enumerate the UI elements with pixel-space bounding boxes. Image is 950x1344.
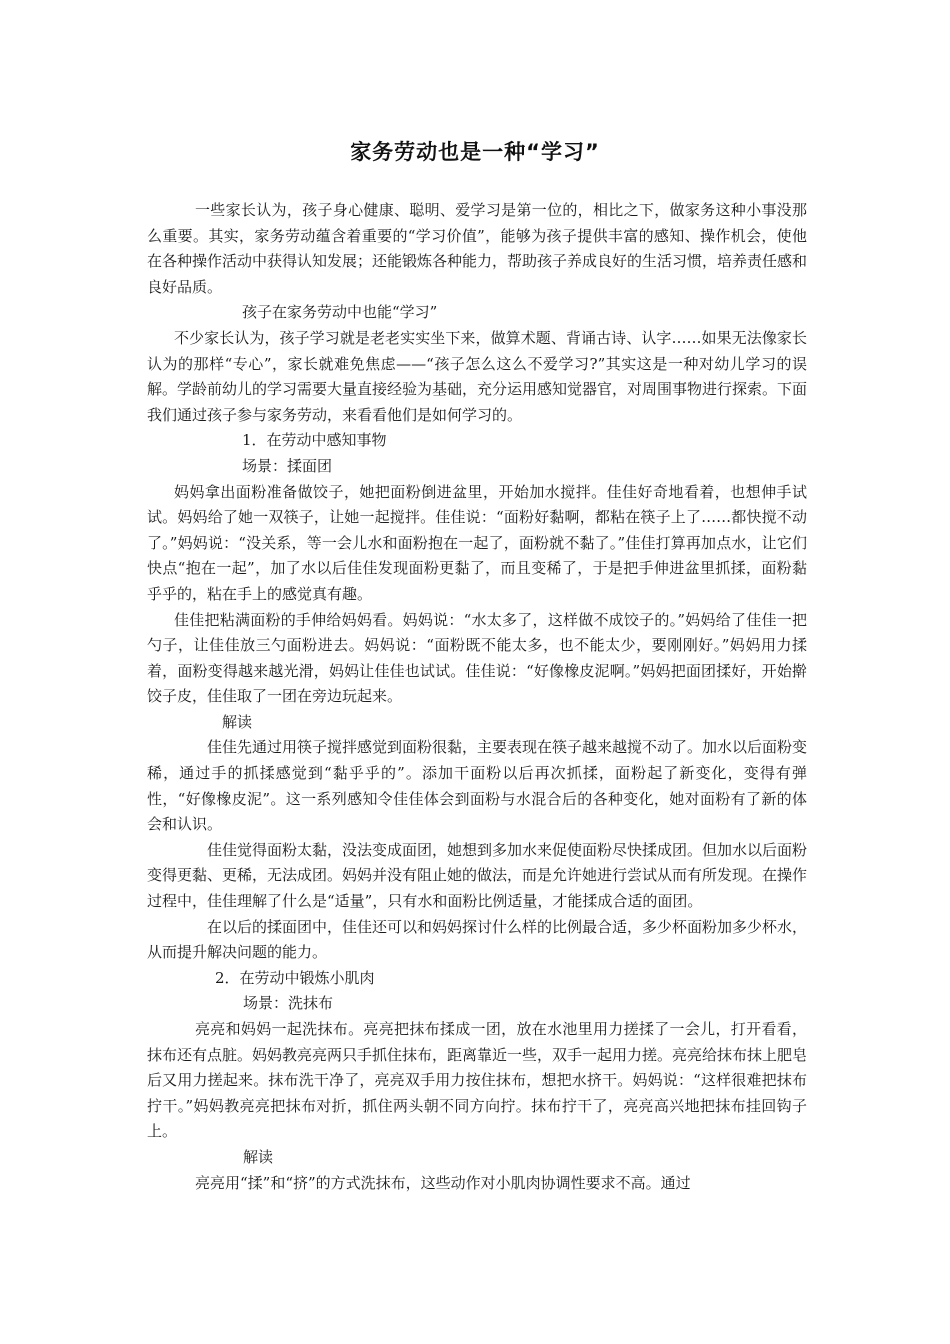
subtitle: 孩子在家务劳动中也能“学习”: [242, 303, 438, 322]
paragraph-reading-1b: 佳佳觉得面粉太黏，没法变成面团，她想到多加水来促使面粉尽快揉成团。但加水以后面粉变得更黏、更稀，无法成团。妈妈并没有阻止她的做法，而是允许她进行尝试从而有所发现。在操作过程中，佳佳理解了什么是“适量”，只有水和面粉比例适量，才能揉成合适的面团。: [147, 840, 808, 911]
scene-heading-2: 场景：洗抹布: [243, 994, 334, 1013]
section-heading-1: 1．在劳动中感知事物: [242, 431, 387, 450]
paragraph-learning: 不少家长认为，孩子学习就是老老实实坐下来，做算术题、背诵古诗、认字……如果无法像家长认为的那样“专心”，家长就难免焦虑——“孩子怎么这么不爱学习?”其实这是一种对幼儿学习的误解。学龄前幼儿的学习需要大量直接经验为基础，充分运用感知觉器官，对周围事物进行探索。下面我们通过孩子参与家务劳动，来看看他们是如何学习的。: [147, 328, 808, 424]
paragraph-reading-1c: 在以后的揉面团中，佳佳还可以和妈妈探讨什么样的比例最合适，多少杯面粉加多少杯水，从而提升解决问题的能力。: [147, 917, 808, 962]
paragraph-scene-2: 亮亮和妈妈一起洗抹布。亮亮把抹布揉成一团，放在水池里用力搓揉了一会儿，打开看看，抹布还有点脏。妈妈教亮亮两只手抓住抹布，距离靠近一些，双手一起用力搓。亮亮给抹布抹上肥皂后又用力搓起来。抹布洗干净了，亮亮双手用力按住抹布，想把水挤干。妈妈说：“这样很难把抹布拧干。”妈妈教亮亮把抹布对折，抓住两头朝不同方向拧。抹布拧干了，亮亮高兴地把抹布挂回钩子上。: [147, 1020, 808, 1141]
paragraph-reading-2: 亮亮用“揉”和“挤”的方式洗抹布，这些动作对小肌肉协调性要求不高。通过: [195, 1173, 691, 1192]
document-title: 家务劳动也是一种“学习”: [350, 140, 600, 164]
document-body: [147, 198, 807, 1196]
paragraph-scene-1a: 妈妈拿出面粉准备做饺子，她把面粉倒进盆里，开始加水搅拌。佳佳好奇地看着，也想伸手试试。妈妈给了她一双筷子，让她一起搅拌。佳佳说：“面粉好黏啊，都粘在筷子上了……都快搅不动了。”妈妈说：“没关系，等一会儿水和面粉抱在一起了，面粉就不黏了。”佳佳打算再加点水，让它们快点“抱在一起”，加了水以后佳佳发现面粉更黏了，而且变稀了，于是把手伸进盆里抓揉，面粉黏乎乎的，粘在手上的感觉真有趣。: [147, 482, 807, 603]
paragraph-reading-1a: 佳佳先通过用筷子搅拌感觉到面粉很黏，主要表现在筷子越来越搅不动了。加水以后面粉变稀，通过手的抓揉感觉到“黏乎乎的”。添加干面粉以后再次抓揉，面粉起了新变化，变得有弹性，“好像橡皮泥”。这一系列感知令佳佳体会到面粉与水混合后的各种变化，她对面粉有了新的体会和认识。: [147, 738, 808, 834]
scene-heading-1: 场景：揉面团: [242, 456, 333, 475]
paragraph-scene-1b: 佳佳把粘满面粉的手伸给妈妈看。妈妈说：“水太多了，这样做不成饺子的。”妈妈给了佳佳一把勺子，让佳佳放三勺面粉进去。妈妈说：“面粉既不能太多，也不能太少，要刚刚好。”妈妈用力揉着，面粉变得越来越光滑，妈妈让佳佳也试试。佳佳说：“好像橡皮泥啊。”妈妈把面团揉好，开始擀饺子皮，佳佳取了一团在旁边玩起来。: [147, 610, 807, 706]
section-heading-2: 2．在劳动中锻炼小肌肉: [215, 968, 375, 987]
reading-heading-1: 解读: [222, 712, 253, 731]
paragraph-intro: 一些家长认为，孩子身心健康、聪明、爱学习是第一位的，相比之下，做家务这种小事没那么重要。其实，家务劳动蕴含着重要的“学习价值”，能够为孩子提供丰富的感知、操作机会，使他在各种操作活动中获得认知发展；还能锻炼各种能力，帮助孩子养成良好的生活习惯，培养责任感和良好品质。: [147, 201, 808, 296]
reading-heading-2: 解读: [243, 1147, 274, 1166]
